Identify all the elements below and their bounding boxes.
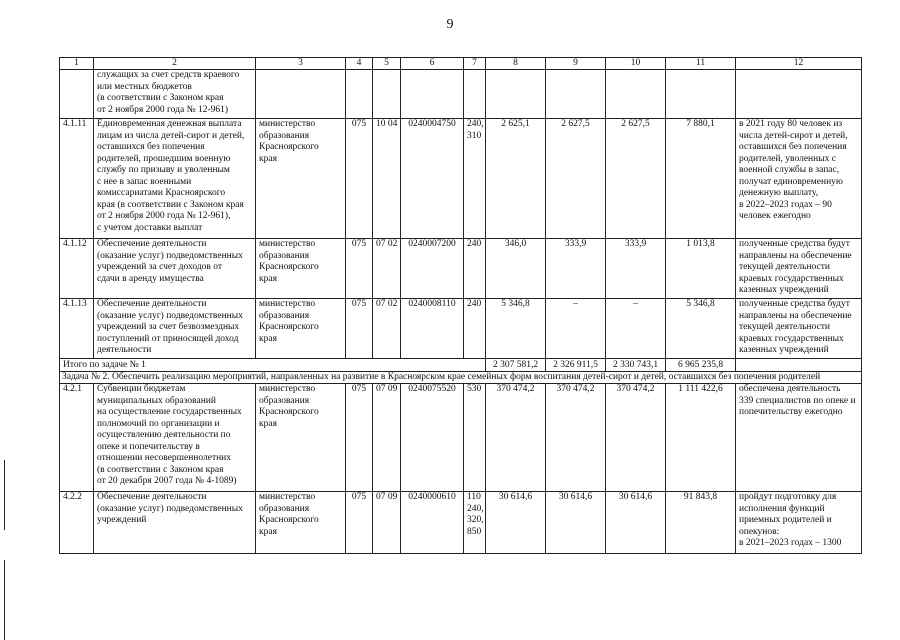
year-2-value: [546, 70, 606, 119]
measure-name: [94, 384, 256, 492]
expected-result-line: пройдут подготовку для: [739, 492, 837, 502]
executor-line: министерство: [259, 299, 316, 309]
column-number: 11: [666, 58, 736, 70]
measure-name-line: отношении несовершеннолетних: [97, 453, 232, 463]
executor-line: края: [259, 418, 277, 429]
total-value: 5 346,8: [666, 299, 736, 359]
executor: [256, 119, 346, 239]
expected-result-line: попечительству ежегодно: [739, 407, 843, 417]
vr-code-line: 240,: [467, 503, 484, 514]
executor: [256, 239, 346, 299]
year-1-value: 346,0: [486, 239, 546, 299]
year-1-value: [486, 70, 546, 119]
row-number: 4.2.2: [60, 492, 94, 554]
grbs-code: 075: [346, 299, 373, 359]
expected-result-line: обеспечена деятельность: [739, 384, 841, 394]
summary-total: 6 965 235,8: [666, 359, 736, 372]
rzpr-code: 10 04: [373, 119, 401, 239]
table-row: [60, 119, 862, 239]
executor-line: Красноярского: [259, 515, 319, 525]
table-row: [60, 492, 862, 554]
year-2-value: –: [546, 299, 606, 359]
csr-code: 0240004750: [401, 119, 464, 239]
measure-name-line: учреждений за счет безвозмездных: [97, 322, 240, 332]
expected-result: [736, 299, 862, 359]
column-number: 2: [94, 58, 256, 70]
executor-line: министерство: [259, 384, 316, 394]
grbs-code: [346, 70, 373, 119]
year-2-value: 30 614,6: [546, 492, 606, 554]
rzpr-code: 07 02: [373, 239, 401, 299]
scan-margin-line: [4, 460, 5, 530]
summary-year-1: 2 307 581,2: [486, 359, 546, 372]
budget-table: [59, 57, 862, 554]
expected-result-line: краевых государственных: [739, 333, 844, 344]
grbs-code: 075: [346, 492, 373, 554]
measure-name: [94, 239, 256, 299]
executor-line: министерство: [259, 239, 316, 249]
vr-code-line: 110: [467, 492, 481, 502]
year-3-value: 30 614,6: [606, 492, 666, 554]
row-number: 4.1.12: [60, 239, 94, 299]
year-3-value: –: [606, 299, 666, 359]
measure-name-line: или местных бюджетов: [97, 81, 192, 92]
measure-name-line: учреждений за счет доходов от: [97, 262, 223, 272]
column-number: 10: [606, 58, 666, 70]
grbs-code: 075: [346, 384, 373, 492]
year-2-value: 370 474,2: [546, 384, 606, 492]
scan-margin-line: [4, 560, 5, 640]
year-3-value: [606, 70, 666, 119]
expected-result: [736, 70, 862, 119]
expected-result-line: 339 специалистов по опеке и: [739, 395, 856, 406]
vr-code-line: 310: [467, 130, 482, 141]
expected-result-line: исполнения функций: [739, 503, 825, 514]
row-number: 4.1.11: [60, 119, 94, 239]
executor-line: края: [259, 333, 277, 344]
rzpr-code: [373, 70, 401, 119]
measure-name-line: от 20 декабря 2007 года № 4-1089): [97, 476, 237, 486]
vr-code-line: 320,: [467, 515, 484, 525]
expected-result-line: направлены на обеспечение: [739, 250, 852, 261]
executor-line: края: [259, 273, 277, 284]
total-value: 91 843,8: [666, 492, 736, 554]
vr-code-line: 240: [467, 239, 482, 249]
vr-code-line: 850: [467, 526, 482, 537]
year-1-value: 370 474,2: [486, 384, 546, 492]
executor-line: края: [259, 526, 277, 537]
expected-result: [736, 119, 862, 239]
rzpr-code: 07 09: [373, 384, 401, 492]
expected-result: [736, 239, 862, 299]
measure-name-line: лицам из числа детей-сирот и детей,: [97, 130, 245, 141]
column-number: 6: [401, 58, 464, 70]
csr-code: [401, 70, 464, 119]
year-1-value: 2 625,1: [486, 119, 546, 239]
vr-code-line: 530: [467, 384, 482, 394]
rzpr-code: 07 09: [373, 492, 401, 554]
summary-year-3: 2 330 743,1: [606, 359, 666, 372]
measure-name-line: (оказание услуг) подведомственных: [97, 310, 243, 321]
expected-result-line: текущей деятельности: [739, 322, 830, 332]
table-row: [60, 384, 862, 492]
measure-name-line: поступлений от приносящей доход: [97, 333, 239, 344]
column-number: 1: [60, 58, 94, 70]
expected-result-line: человек ежегодно: [739, 211, 811, 221]
column-number: 7: [464, 58, 486, 70]
csr-code: 0240075520: [401, 384, 464, 492]
summary-label: Итого по задаче № 1: [60, 359, 486, 372]
measure-name-line: деятельности: [97, 345, 152, 355]
expected-result-line: приемных родителей и: [739, 515, 832, 525]
expected-result: [736, 492, 862, 554]
rzpr-code: 07 02: [373, 299, 401, 359]
executor-line: министерство: [259, 119, 316, 129]
csr-code: 0240008110: [401, 299, 464, 359]
year-2-value: 2 627,5: [546, 119, 606, 239]
year-3-value: 333,9: [606, 239, 666, 299]
measure-name-line: служащих за счет средств краевого: [97, 70, 240, 80]
measure-name-line: полномочий по организации и: [97, 418, 220, 429]
table-row: [60, 299, 862, 359]
total-value: 1 013,8: [666, 239, 736, 299]
task-heading-row: [60, 372, 862, 384]
year-3-value: 2 627,5: [606, 119, 666, 239]
executor-line: Красноярского: [259, 407, 319, 417]
expected-result-line: в 2021 году 80 человек из: [739, 119, 843, 129]
expected-result-line: текущей деятельности: [739, 262, 830, 272]
measure-name-line: с нее в запас военными: [97, 176, 192, 187]
executor: [256, 299, 346, 359]
vr-code: [464, 492, 486, 554]
executor: [256, 384, 346, 492]
vr-code: [464, 70, 486, 119]
executor-line: образования: [259, 503, 310, 514]
csr-code: 0240000610: [401, 492, 464, 554]
summary-empty: [736, 359, 862, 372]
vr-code-line: 240: [467, 299, 482, 309]
measure-name-line: края (в соответствии с Законом края: [97, 199, 244, 210]
row-number: 4.2.1: [60, 384, 94, 492]
expected-result-line: денежную выплату,: [739, 188, 819, 198]
summary-row: [60, 359, 862, 372]
vr-code-line: 240,: [467, 119, 484, 129]
expected-result-line: направлены на обеспечение: [739, 310, 852, 321]
executor: [256, 70, 346, 119]
measure-name-line: на осуществление государственных: [97, 407, 242, 417]
vr-code: [464, 384, 486, 492]
expected-result-line: казенных учреждений: [739, 285, 829, 295]
measure-name-line: муниципальных образований: [97, 395, 216, 406]
executor-line: Красноярского: [259, 142, 319, 152]
total-value: 1 111 422,6: [666, 384, 736, 492]
executor-line: образования: [259, 130, 310, 141]
measure-name-line: Субвенции бюджетам: [97, 384, 186, 394]
page-number: 9: [446, 17, 454, 32]
measure-name: [94, 119, 256, 239]
table-row: [60, 70, 862, 119]
executor-line: образования: [259, 395, 310, 406]
measure-name-line: (в соответствии с Законом края: [97, 93, 224, 103]
expected-result-line: полученные средства будут: [739, 299, 850, 309]
measure-name-line: с учетом доставки выплат: [97, 222, 203, 233]
expected-result-line: военной службы в запас,: [739, 165, 840, 175]
executor-line: Красноярского: [259, 262, 319, 272]
grbs-code: 075: [346, 119, 373, 239]
csr-code: 0240007200: [401, 239, 464, 299]
measure-name-line: комиссариатами Красноярского: [97, 188, 226, 198]
measure-name-line: учреждений: [97, 515, 147, 525]
expected-result-line: родителей, уволенных с: [739, 153, 836, 164]
expected-result: [736, 384, 862, 492]
measure-name-line: (оказание услуг) подведомственных: [97, 503, 243, 514]
table-row: [60, 239, 862, 299]
expected-result-line: краевых государственных: [739, 273, 844, 284]
measure-name-line: сдачи в аренду имущества: [97, 273, 204, 284]
measure-name-line: Обеспечение деятельности: [97, 239, 207, 249]
year-2-value: 333,9: [546, 239, 606, 299]
column-number-row: [60, 58, 862, 70]
expected-result-line: полученные средства будут: [739, 239, 850, 249]
year-1-value: 5 346,8: [486, 299, 546, 359]
row-number: 4.1.13: [60, 299, 94, 359]
vr-code: [464, 299, 486, 359]
grbs-code: 075: [346, 239, 373, 299]
expected-result-line: в 2022–2023 годах – 90: [739, 199, 832, 210]
executor-line: образования: [259, 250, 310, 261]
expected-result-line: получат единовременную: [739, 176, 844, 187]
measure-name-line: от 2 ноября 2000 года № 12-961),: [97, 211, 231, 221]
measure-name-line: Единовременная денежная выплата: [97, 119, 242, 129]
year-1-value: 30 614,6: [486, 492, 546, 554]
measure-name-line: (оказание услуг) подведомственных: [97, 250, 243, 261]
column-number: 12: [736, 58, 862, 70]
summary-year-2: 2 326 911,5: [546, 359, 606, 372]
measure-name: [94, 492, 256, 554]
column-number: 9: [546, 58, 606, 70]
column-number: 3: [256, 58, 346, 70]
measure-name-line: (в соответствии с Законом края: [97, 464, 224, 475]
executor-line: образования: [259, 310, 310, 321]
measure-name: [94, 70, 256, 119]
expected-result-line: опекунов:: [739, 526, 780, 537]
measure-name-line: оставшихся без попечения: [97, 142, 205, 152]
executor-line: края: [259, 153, 277, 164]
column-number: 8: [486, 58, 546, 70]
measure-name-line: от 2 ноября 2000 года № 12-961): [97, 104, 229, 115]
year-3-value: 370 474,2: [606, 384, 666, 492]
total-value: [666, 70, 736, 119]
measure-name-line: Обеспечение деятельности: [97, 299, 207, 309]
row-number: [60, 70, 94, 119]
executor-line: министерство: [259, 492, 316, 502]
vr-code: [464, 119, 486, 239]
measure-name-line: Обеспечение деятельности: [97, 492, 207, 502]
task-heading: Задача № 2. Обеспечить реализацию мероприятий, направленных на развитие в Красноярском крае семейных форм воспитания детей-сирот и детей, оставшихся без попечения родителей: [60, 372, 862, 384]
expected-result-line: числа детей-сирот и детей,: [739, 130, 848, 141]
expected-result-line: оставшихся без попечения: [739, 142, 847, 152]
measure-name-line: родителей, прошедшим военную: [97, 153, 231, 164]
measure-name-line: осуществлению деятельности по: [97, 430, 231, 440]
expected-result-line: в 2021–2023 годах – 1300: [739, 538, 842, 548]
executor-line: Красноярского: [259, 322, 319, 332]
measure-name-line: опеке и попечительству в: [97, 441, 200, 452]
column-number: 5: [373, 58, 401, 70]
measure-name: [94, 299, 256, 359]
executor: [256, 492, 346, 554]
measure-name-line: службу по призыву и уволенным: [97, 165, 230, 175]
column-number: 4: [346, 58, 373, 70]
vr-code: [464, 239, 486, 299]
total-value: 7 880,1: [666, 119, 736, 239]
expected-result-line: казенных учреждений: [739, 345, 829, 355]
